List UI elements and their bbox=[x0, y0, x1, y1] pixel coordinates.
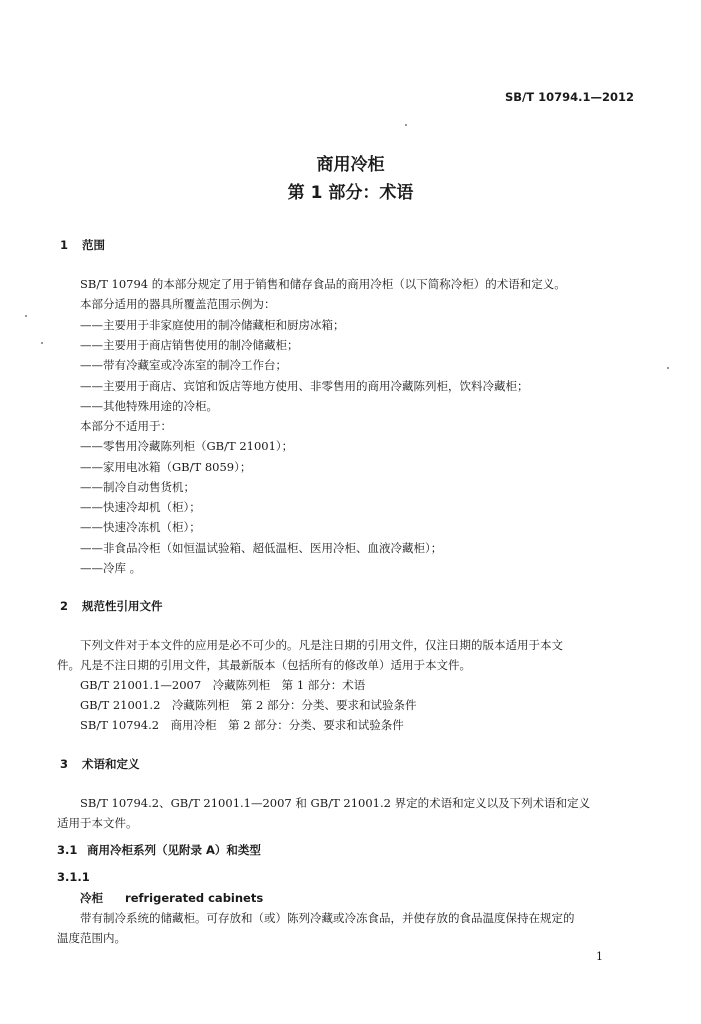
section-3-number: 3 bbox=[60, 757, 69, 771]
section-3-heading bbox=[60, 756, 140, 772]
page-number: 1 bbox=[596, 950, 603, 963]
scan-speck bbox=[25, 315, 27, 317]
section-1-excludes-intro: 本部分不适用于： bbox=[80, 419, 172, 433]
scan-speck bbox=[667, 367, 669, 369]
doc-subtitle: 第 1 部分：术语 bbox=[287, 183, 414, 203]
term-definition-line: 带有制冷系统的储藏柜。可存放和（或）陈列冷藏或冷冻食品，并使存放的食品温度保持在规定的 bbox=[80, 911, 575, 925]
excludes-item: ——快速冷却机（柜）； bbox=[80, 500, 201, 514]
scan-speck bbox=[41, 342, 43, 344]
subsection-3-1-heading bbox=[57, 842, 261, 858]
section-1-number: 1 bbox=[60, 238, 69, 252]
section-2-title: 规范性引用文件 bbox=[82, 599, 163, 613]
scan-speck bbox=[405, 124, 407, 126]
standard-code: SB/T 10794.1—2012 bbox=[505, 90, 634, 104]
term-chinese: 冷柜 bbox=[80, 891, 103, 905]
excludes-item: ——制冷自动售货机； bbox=[80, 480, 195, 494]
excludes-item: ——冷库 。 bbox=[80, 561, 142, 575]
excludes-item: ——家用电冰箱（GB/T 8059）； bbox=[80, 460, 252, 474]
section-2-heading bbox=[60, 598, 163, 614]
term-heading bbox=[80, 890, 263, 906]
section-1-title: 范围 bbox=[82, 238, 105, 252]
section-1-paragraph: SB/T 10794 的本部分规定了用于销售和储存食品的商用冷柜（以下简称冷柜）的术语和定义。 bbox=[80, 277, 566, 291]
section-2-paragraph-line: 下列文件对于本文件的应用是必不可少的。凡是注日期的引用文件，仅注日期的版本适用于本文 bbox=[80, 638, 563, 652]
applies-item: ——主要用于商店销售使用的制冷储藏柜； bbox=[80, 338, 299, 352]
term-number: 3.1.1 bbox=[57, 870, 90, 884]
section-3-title: 术语和定义 bbox=[82, 757, 140, 771]
applies-item: ——其他特殊用途的冷柜。 bbox=[80, 399, 218, 413]
section-3-paragraph-line: 适用于本文件。 bbox=[57, 816, 138, 830]
section-3-paragraph-line: SB/T 10794.2、GB/T 21001.1—2007 和 GB/T 21001.2 界定的术语和定义以及下列术语和定义 bbox=[80, 796, 591, 810]
subsection-title: 商用冷柜系列（见附录 A）和类型 bbox=[87, 843, 261, 857]
section-2-number: 2 bbox=[60, 599, 69, 613]
excludes-item: ——零售用冷藏陈列柜（GB/T 21001）； bbox=[80, 439, 294, 453]
section-1-examples-intro: 本部分适用的器具所覆盖范围示例为： bbox=[80, 297, 276, 311]
applies-item: ——主要用于商店、宾馆和饭店等地方使用、非零售用的商用冷藏陈列柜，饮料冷藏柜； bbox=[80, 379, 529, 393]
applies-item: ——带有冷藏室或冷冻室的制冷工作台； bbox=[80, 358, 287, 372]
normative-reference: GB/T 21001.2 冷藏陈列柜 第 2 部分：分类、要求和试验条件 bbox=[80, 698, 417, 712]
section-2-paragraph-line: 件。凡是不注日期的引用文件，其最新版本（包括所有的修改单）适用于本文件。 bbox=[57, 658, 471, 672]
subsection-number: 3.1 bbox=[57, 843, 78, 857]
excludes-item: ——非食品冷柜（如恒温试验箱、超低温柜、医用冷柜、血液冷藏柜）； bbox=[80, 541, 443, 555]
normative-reference: GB/T 21001.1—2007 冷藏陈列柜 第 1 部分：术语 bbox=[80, 678, 366, 692]
term-definition-line: 温度范围内。 bbox=[57, 931, 126, 945]
term-english: refrigerated cabinets bbox=[125, 891, 264, 905]
normative-reference: SB/T 10794.2 商用冷柜 第 2 部分：分类、要求和试验条件 bbox=[80, 718, 404, 732]
section-1-heading bbox=[60, 237, 105, 253]
doc-title: 商用冷柜 bbox=[316, 155, 385, 175]
excludes-item: ——快速冷冻机（柜）； bbox=[80, 520, 201, 534]
applies-item: ——主要用于非家庭使用的制冷储藏柜和厨房冰箱； bbox=[80, 318, 345, 332]
